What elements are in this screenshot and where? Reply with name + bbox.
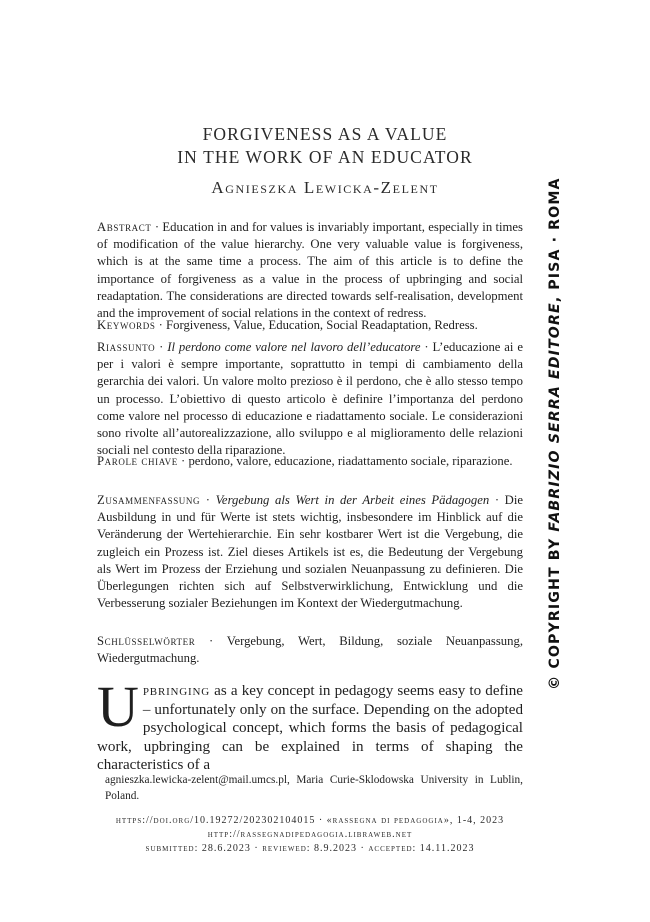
copyright-publisher: FABRIZIO SERRA EDITORE	[547, 302, 563, 532]
doi-line: https://doi.org/10.19272/202302104015 · «rassegna di pedagogia», 1-4, 2023	[115, 815, 505, 826]
separator: ·	[151, 220, 163, 234]
zusammenfassung-section	[97, 492, 523, 612]
footnote-text: agnieszka.lewicka-zelent@mail.umcs.pl, Maria Curie-Sklodowska University in Lublin, Poland.	[105, 774, 523, 802]
author-footnote	[97, 772, 523, 804]
parole-chiave-label: Parole chiave	[97, 454, 178, 468]
schlusselworter-label: Schlüsselwörter	[97, 634, 196, 648]
copyright-prefix: © COPYRIGHT BY	[547, 531, 563, 690]
separator: ·	[200, 493, 216, 507]
body-text: as a key concept in pedagogy seems easy to define – unfortunately only on the surface. Depending on the adopted psychological concept, which forms the basis of pedagogical work, upbringing can be explained in terms of shaping the characteristics of a	[97, 683, 523, 774]
schlusselworter-text: Vergebung, Wert, Bildung, soziale Neuanpassung, Wiedergutmachung.	[97, 634, 524, 666]
abstract-text: Education in and for values is invariably important, especially in times of modification of the value hierarchy. One very valuable value is forgiveness, which is at the same time a process. The aim of this article is to define the importance of forgiveness as a value in the process of upbringing and social readaptation. The considerations are directed towards self-realisation, development and the improvement of social relations in the context of redress.	[97, 220, 523, 321]
submission-dates-line: submitted: 28.6.2023 · reviewed: 8.9.2023 · accepted: 14.11.2023	[145, 843, 475, 854]
drop-cap: U	[97, 674, 139, 739]
abstract-label: Abstract	[97, 220, 152, 234]
zusammenfassung-label: Zusammenfassung	[97, 493, 201, 507]
zusammenfassung-title: Vergebung als Wert in der Arbeit eines Pädagogen	[215, 493, 490, 507]
separator: ·	[155, 340, 168, 354]
copyright-sidebar	[547, 177, 563, 690]
body-paragraph	[97, 674, 523, 775]
abstract-section	[97, 219, 523, 322]
zusammenfassung-text: Die Ausbildung in und für Werte ist stets wichtig, insbesondere im Hinblick auf die Veränderung der Wertehierarchie. Ein sehr kostbarer Wert ist die Vergebung, die zugleich ein Prozess ist. Ziel dieses Artikels ist es, die Bedeutung der Vergebung als Wert im Prozess der Erziehung und sozialen Neuanpassung zu definieren. Die Überlegungen richten sich auf Selbstverwirklichung, Entwicklung und die Verbesserung sozialer Beziehungen im Kontext der Wiedergutmachung.	[97, 493, 523, 611]
schlusselworter-section	[97, 633, 523, 667]
body-lead-word: pbringing	[142, 683, 210, 699]
keywords-text: Forgiveness, Value, Education, Social Readaptation, Redress.	[166, 318, 478, 332]
separator: ·	[489, 493, 505, 507]
author-name: Agnieszka Lewicka-Zelent	[211, 178, 439, 197]
journal-url-line: http://rassegnadipedagogia.libraweb.net	[207, 829, 413, 840]
separator: ·	[420, 340, 433, 354]
copyright-suffix: , PISA · ROMA	[547, 177, 563, 303]
keywords-section	[97, 317, 523, 334]
riassunto-title: Il perdono come valore nel lavoro dell’educatore	[167, 340, 421, 354]
separator: ·	[155, 318, 167, 332]
parole-chiave-section	[97, 453, 523, 470]
separator: ·	[177, 454, 189, 468]
riassunto-section	[97, 339, 523, 459]
riassunto-text: L’educazione ai e per i valori è sempre importante, soprattutto in tempi di cambiamento della gerarchia dei valori. Un valore molto prezioso è il perdono, che è allo stesso tempo un processo. L’obiettivo di questo articolo è definire l’importanza del perdono come valore nel processo di educazione e riadattamento sociale. Le considerazioni sono rivolte all’autorealizzazione, allo sviluppo e al miglioramento delle relazioni sociali nel contesto della riparazione.	[97, 340, 523, 458]
riassunto-label: Riassunto	[97, 340, 156, 354]
article-title-line-2: IN THE WORK OF AN EDUCATOR	[177, 147, 473, 167]
separator: ·	[195, 634, 227, 648]
keywords-label: Keywords	[97, 318, 156, 332]
parole-chiave-text: perdono, valore, educazione, riadattamento sociale, riparazione.	[188, 454, 513, 468]
article-title-line-1: FORGIVENESS AS A VALUE	[202, 124, 448, 144]
